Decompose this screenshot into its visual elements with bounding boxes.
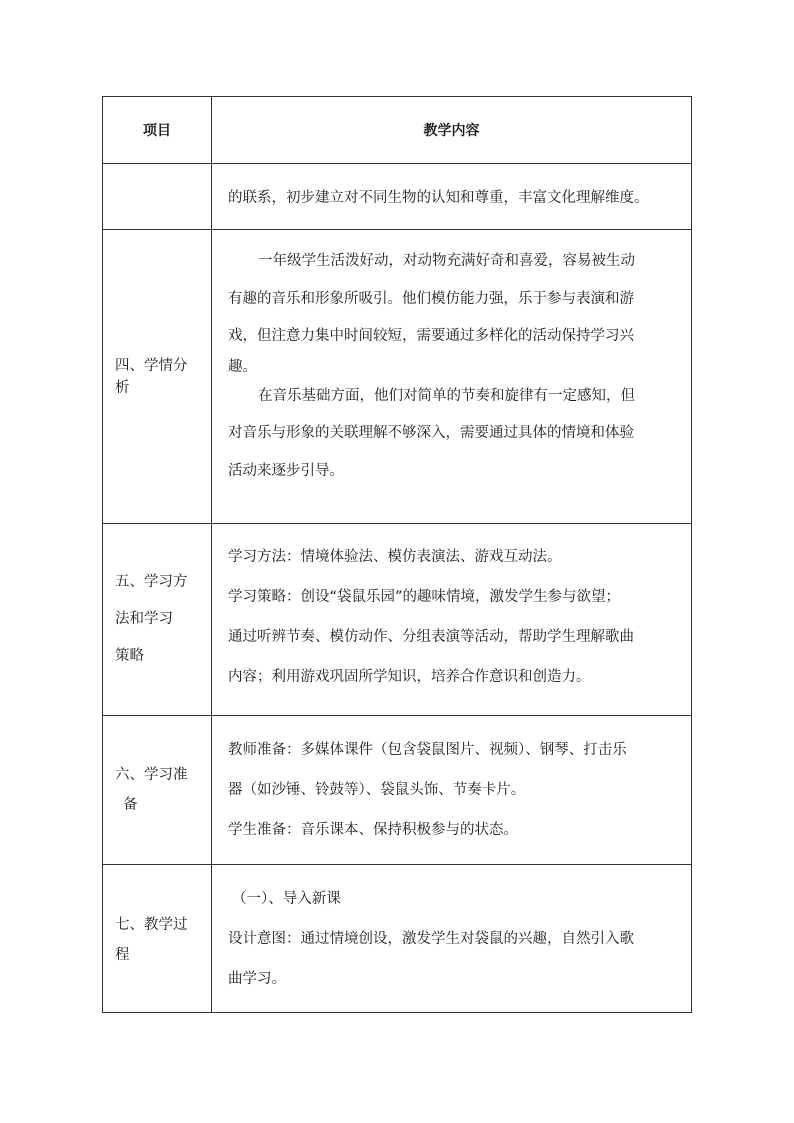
method-label-line: 五、学习方 bbox=[115, 574, 188, 590]
xueqing-para-line: 有趣的音乐和形象所吸引。他们模仿能力强，乐于参与表演和游 bbox=[228, 290, 634, 307]
process-label-cell bbox=[103, 865, 211, 1014]
method-label-line: 法和学习 bbox=[115, 611, 173, 627]
xueqing-label-line: 析 bbox=[115, 379, 130, 396]
process-label-line: 七、教学过 bbox=[115, 916, 188, 933]
xueqing-para-line: 趣。 bbox=[228, 358, 257, 375]
xueqing-para-line: 对音乐与形象的关联理解不够深入，需要通过具体的情境和体验 bbox=[228, 425, 634, 441]
prep-label-line: 六、学习准 bbox=[115, 767, 188, 783]
prep-line: 器（如沙锤、铃鼓等）、袋鼠头饰、节奏卡片。 bbox=[228, 782, 526, 798]
xueqing-para-line: 戏，但注意力集中时间较短，需要通过多样化的活动保持学习兴 bbox=[228, 328, 634, 344]
method-content-cell bbox=[212, 537, 691, 697]
prep-content-cell bbox=[212, 730, 691, 850]
continued-content-cell bbox=[212, 164, 691, 229]
prep-line: 学生准备：音乐课本、保持积极参与的状态。 bbox=[228, 822, 518, 838]
prep-label-cell bbox=[103, 716, 211, 864]
xueqing-para-line: 一年级学生活泼好动，对动物充满好奇和喜爱，容易被生动 bbox=[258, 253, 635, 269]
header-content-label: 教学内容 bbox=[423, 123, 480, 139]
continued-text: 的联系，初步建立对不同生物的认知和尊重，丰富文化理解维度。 bbox=[228, 190, 649, 206]
method-line: 内容；利用游戏巩固所学知识，培养合作意识和创造力。 bbox=[228, 669, 591, 685]
process-section-heading: （一）、导入新课 bbox=[232, 891, 341, 907]
method-line: 通过听辨节奏、模仿动作、分组表演等活动，帮助学生理解歌曲 bbox=[228, 629, 634, 645]
method-line: 学习策略：创设“袋鼠乐园”的趣味情境，激发学生参与欲望； bbox=[228, 589, 621, 605]
header-content-cell bbox=[212, 97, 691, 163]
header-item-cell bbox=[103, 97, 211, 163]
xueqing-content-cell bbox=[212, 243, 691, 490]
process-content-cell bbox=[212, 879, 691, 999]
xueqing-label-line: 四、学情分 bbox=[115, 357, 188, 374]
xueqing-para-line: 在音乐基础方面，他们对简单的节奏和旋律有一定感知，但 bbox=[258, 387, 635, 404]
method-label-line: 策略 bbox=[115, 648, 144, 664]
prep-label-line: 备 bbox=[123, 797, 138, 813]
header-item-label: 项目 bbox=[143, 123, 171, 139]
lesson-plan-table bbox=[102, 96, 692, 1013]
method-line: 学习方法：情境体验法、模仿表演法、游戏互动法。 bbox=[228, 549, 562, 565]
process-line: 曲学习。 bbox=[228, 971, 286, 987]
method-label-cell bbox=[103, 524, 211, 715]
prep-line: 教师准备：多媒体课件（包含袋鼠图片、视频）、钢琴、打击乐 bbox=[228, 742, 627, 758]
process-line: 设计意图：通过情境创设，激发学生对袋鼠的兴趣，自然引入歌 bbox=[228, 931, 634, 947]
xueqing-label-cell bbox=[103, 230, 211, 523]
xueqing-para-line: 活动来逐步引导。 bbox=[228, 462, 344, 479]
process-label-line: 程 bbox=[115, 946, 130, 963]
